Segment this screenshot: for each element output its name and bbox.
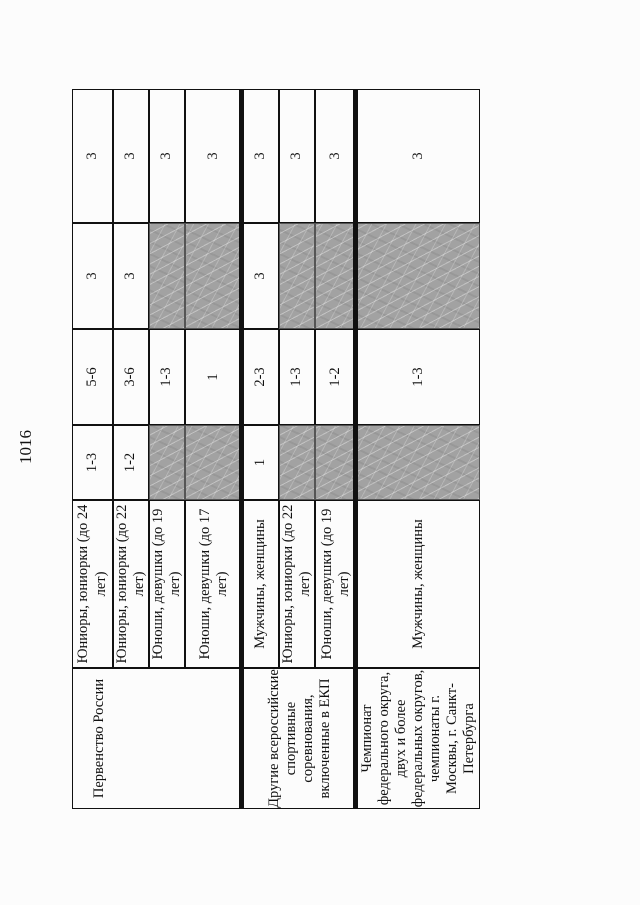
value-cell: 1-2 — [315, 329, 357, 425]
value-cell: 3 — [357, 89, 480, 223]
group-cell: Юниоры, юниорки (до 22 лет) — [279, 500, 315, 668]
group-cell: Мужчины, женщины — [357, 500, 480, 668]
competition-cell: Другие всероссийские спортивные соревнования, включенные в ЕКП — [243, 668, 357, 809]
section-divider — [239, 89, 244, 809]
value-cell: 3 — [113, 223, 149, 329]
value-cell: 3 — [279, 89, 315, 223]
value-cell: 1-3 — [357, 329, 480, 425]
value-cell: 3 — [185, 89, 243, 223]
value-cell: 2-3 — [243, 329, 279, 425]
value-cell: 3 — [315, 89, 357, 223]
value-cell: 3 — [113, 89, 149, 223]
shaded-cell — [149, 223, 185, 329]
value-cell: 3 — [72, 223, 113, 329]
shaded-cell — [357, 223, 480, 329]
group-cell: Юниоры, юниорки (до 24 лет) — [72, 500, 113, 668]
competition-cell: Первенство России — [72, 668, 243, 809]
shaded-cell — [185, 223, 243, 329]
shaded-cell — [279, 223, 315, 329]
value-cell: 3 — [72, 89, 113, 223]
value-cell: 1-3 — [279, 329, 315, 425]
shaded-cell — [185, 425, 243, 500]
group-cell: Юниоры, юниорки (до 22 лет) — [113, 500, 149, 668]
value-cell: 3 — [149, 89, 185, 223]
group-cell: Юноши, девушки (до 19 лет) — [149, 500, 185, 668]
value-cell: 1-2 — [113, 425, 149, 500]
shaded-cell — [315, 425, 357, 500]
value-cell: 1-3 — [72, 425, 113, 500]
shaded-cell — [357, 425, 480, 500]
value-cell: 3 — [243, 89, 279, 223]
shaded-cell — [149, 425, 185, 500]
group-cell: Юноши, девушки (до 19 лет) — [315, 500, 357, 668]
value-cell: 1 — [185, 329, 243, 425]
value-cell: 1 — [243, 425, 279, 500]
value-cell: 3-6 — [113, 329, 149, 425]
value-cell: 1-3 — [149, 329, 185, 425]
shaded-cell — [315, 223, 357, 329]
shaded-cell — [279, 425, 315, 500]
competition-cell: Чемпионат федерального округа, двух и более федеральных округов, чемпионаты г. Москвы, г. Санкт-Петербурга — [357, 668, 480, 809]
value-cell: 5-6 — [72, 329, 113, 425]
page-number: 1016 — [16, 430, 35, 464]
section-divider — [353, 89, 358, 809]
group-cell: Юноши, девушки (до 17 лет) — [185, 500, 243, 668]
value-cell: 3 — [243, 223, 279, 329]
group-cell: Мужчины, женщины — [243, 500, 279, 668]
